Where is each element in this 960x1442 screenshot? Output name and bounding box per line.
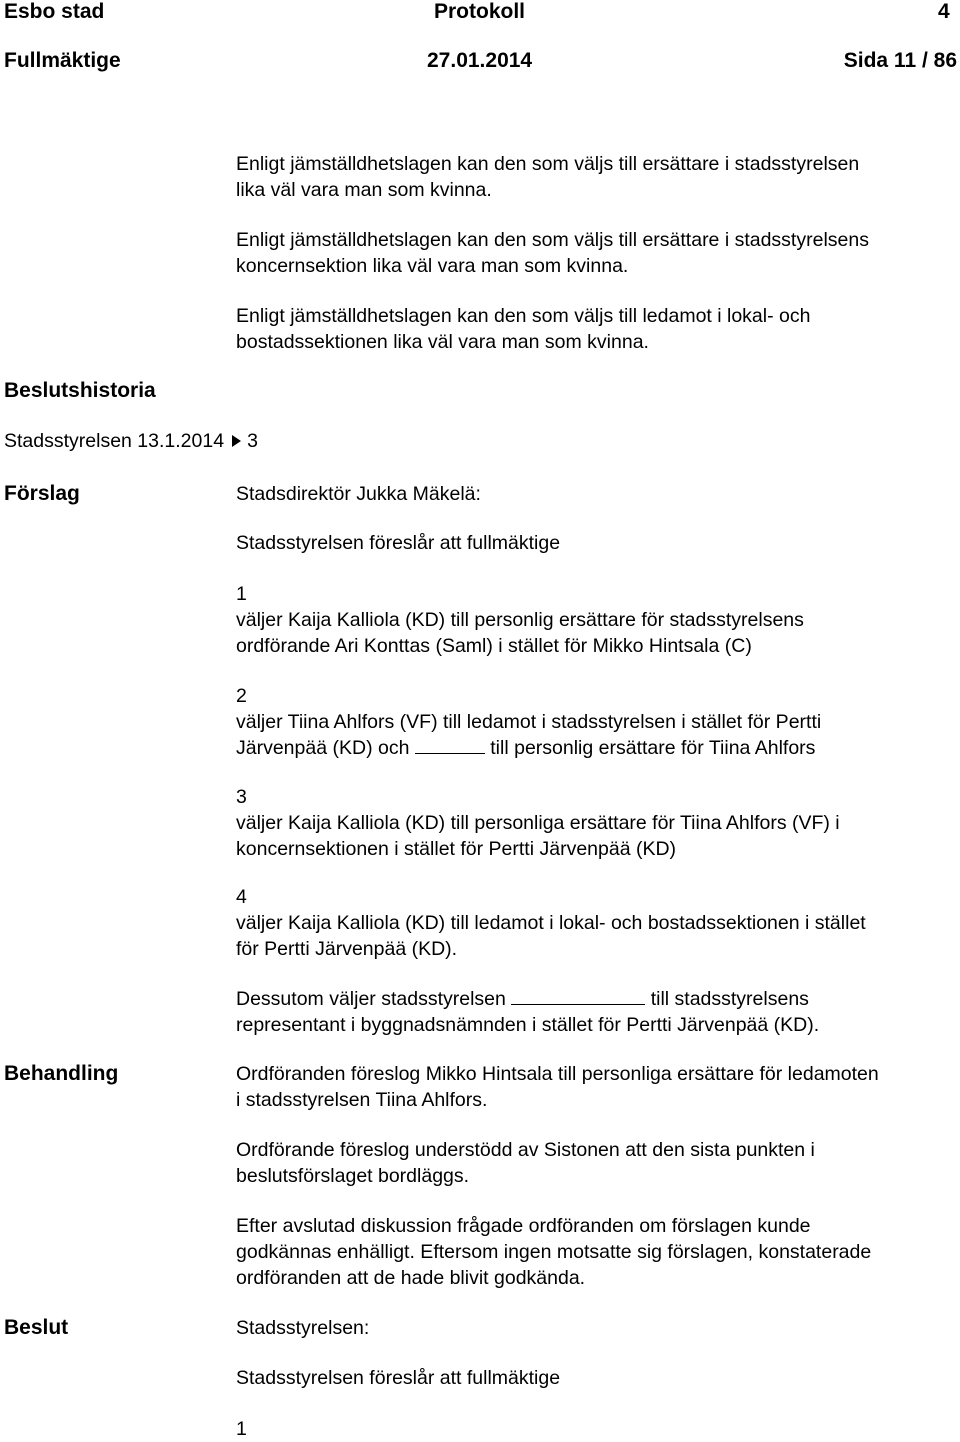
forslag-intro: Stadsstyrelsen föreslår att fullmäktige [236,532,561,554]
item-number: 2 [236,685,247,707]
behandling-paragraph-3: Efter avslutad diskussion frågade ordföranden om förslagen kunde godkännas enhälligt. Eftersom ingen motsatte sig förslagen, konstaterade ordföranden att de hade blivit godkända. [236,1215,872,1289]
body-name: Fullmäktige [4,49,121,72]
org-name: Esbo stad [4,0,105,23]
forslag-label: Förslag [4,482,80,505]
beslut-item-number: 1 [236,1418,247,1440]
history-reference[interactable] [4,428,258,454]
history-heading: Beslutshistoria [4,379,156,402]
forslag-presenter: Stadsdirektör Jukka Mäkelä: [236,483,481,505]
forslag-item-1: 1 väljer Kaija Kalliola (KD) till personlig ersättare för stadsstyrelsens ordförande Ari Konttas (Saml) i stället för Mikko Hintsala (C) [236,583,804,657]
blank-fill-line [415,735,485,754]
forslag-extra: Dessutom väljer stadsstyrelsen till stadsstyrelsens representant i byggnadsnämnden i stället för Pertti Järvenpää (KD). [236,988,820,1036]
meeting-date: 27.01.2014 [427,49,533,72]
intro-paragraph-1: Enligt jämställdhetslagen kan den som väljs till ersättare i stadsstyrelsen lika väl vara man som kvinna. [236,153,860,201]
behandling-paragraph-1: Ordföranden föreslog Mikko Hintsala till personliga ersättare för ledamoten i stadsstyrelsen Tiina Ahlfors. [236,1063,879,1111]
beslut-body: Stadsstyrelsen: [236,1317,370,1339]
doc-type: Protokoll [434,0,526,23]
history-ref-text: Stadsstyrelsen 13.1.2014 [4,430,225,452]
forslag-item-4: 4 väljer Kaija Kalliola (KD) till ledamot i lokal- och bostadssektionen i stället för Pertti Järvenpää (KD). [236,886,866,960]
intro-paragraph-3: Enligt jämställdhetslagen kan den som väljs till ledamot i lokal- och bostadssektionen lika väl vara man som kvinna. [236,305,811,353]
intro-paragraph-2: Enligt jämställdhetslagen kan den som väljs till ersättare i stadsstyrelsens koncernsektion lika väl vara man som kvinna. [236,229,869,277]
page-number: Sida 11 / 86 [843,49,957,72]
arrow-right-icon [232,435,241,447]
item-number: 3 [236,786,247,808]
forslag-item-3: 3 väljer Kaija Kalliola (KD) till personliga ersättare för Tiina Ahlfors (VF) i koncernsektionen i stället för Pertti Järvenpää (KD) [236,786,840,860]
beslut-intro: Stadsstyrelsen föreslår att fullmäktige [236,1367,561,1389]
behandling-paragraph-2: Ordförande föreslog understödd av Sistonen att den sista punkten i beslutsförslaget bordläggs. [236,1139,815,1187]
forslag-item-2: 2 väljer Tiina Ahlfors (VF) till ledamot i stadsstyrelsen i stället för Pertti Järvenpää (KD) och till personlig ersättare för Tiina Ahlfors [236,685,822,759]
history-ref-num: 3 [247,430,258,452]
behandling-label: Behandling [4,1062,119,1085]
blank-fill-line [511,986,645,1005]
item-number: 1 [236,583,247,605]
item-number: 4 [938,0,950,23]
item-number: 4 [236,886,247,908]
beslut-label: Beslut [4,1316,69,1339]
